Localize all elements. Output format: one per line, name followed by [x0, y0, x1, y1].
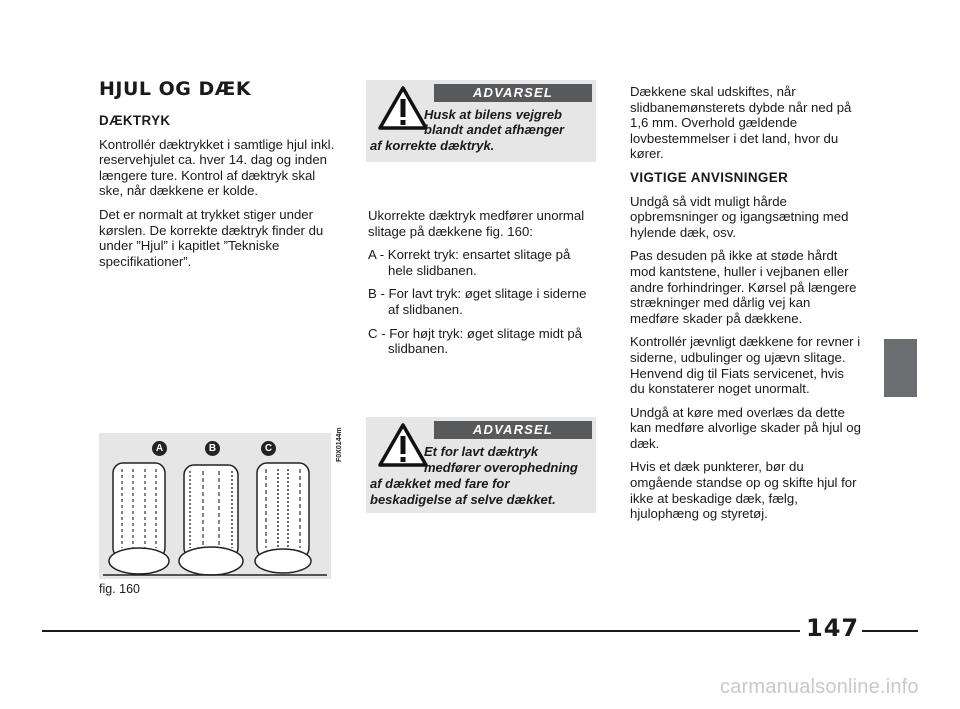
paragraph: Dækkene skal udskiftes, når slidbanemønsterets dybde når ned på 1,6 mm. Overhold gældende lovbestemmelser i det land, hvor du kører.: [630, 84, 852, 162]
footer-rule: [862, 630, 918, 632]
paragraph: Pas desuden på ikke at støde hårdt mod kantstene, huller i vejbanen eller andre forhindringer. Kørsel på længere strækninger med dårlig vej kan medføre skader på dækkene.: [630, 248, 857, 326]
paragraph: Det er normalt at trykket stiger under kørslen. De korrekte dæktryk finder du under ”Hjul” i kapitlet ”Tekniske specifikationer”.: [99, 206, 324, 269]
warning-text-line: beskadigelse af selve dækket.: [370, 492, 556, 507]
watermark: carmanualsonline.info: [720, 676, 919, 698]
page-title: HJUL OG DÆK: [99, 78, 252, 100]
footer-rule: [42, 630, 800, 632]
warning-triangle-icon: [378, 423, 428, 467]
warning-text-line: af korrekte dæktryk.: [370, 138, 495, 153]
figure-caption: fig. 160: [99, 582, 141, 596]
warning-title: ADVARSEL: [434, 84, 592, 102]
subheading-tire-pressure: DÆKTRYK: [99, 113, 171, 128]
list-item: C - For højt tryk: øget slitage midt på slidbanen.: [368, 325, 582, 357]
warning-box-2: [366, 417, 596, 513]
paragraph: Kontrollér dæktrykket i samtlige hjul inkl. reservehjulet ca. hver 14. dag og inden længere ture. Kontrol af dæktryk skal ske, når dækkene er kolde.: [99, 136, 335, 199]
page-number: 147: [806, 614, 860, 642]
paragraph: Ukorrekte dæktryk medfører unormal slitage på dækkene fig. 160:: [368, 208, 585, 239]
tire-a: [109, 463, 169, 574]
warning-box-1: [366, 80, 596, 162]
warning-text-line: Husk at bilens vejgreb: [424, 107, 562, 122]
list-item: A - Korrekt tryk: ensartet slitage på hele slidbanen.: [368, 247, 571, 278]
paragraph: Undgå at køre med overlæs da dette kan medføre alvorlige skader på hjul og dæk.: [630, 404, 861, 451]
figure-code: F0X0144m: [336, 427, 343, 462]
warning-text-line: af dækket med fare for: [370, 476, 510, 491]
warning-text-line: medfører overophedning: [424, 460, 578, 475]
marker-c: C: [261, 441, 276, 456]
subheading-important-notes: VIGTIGE ANVISNINGER: [630, 169, 789, 185]
warning-text-line: Et for lavt dæktryk: [424, 444, 539, 459]
column-1: [99, 113, 339, 277]
figure-160: [99, 433, 331, 579]
marker-b: B: [205, 441, 220, 456]
warning-text-line: blandt andet afhænger: [424, 122, 565, 137]
paragraph: Kontrollér jævnligt dækkene for revner i siderne, udbulinger og ujævn slitage. Henvend dig til Fiats servicenet, hvis du konstaterer noget unormalt.: [630, 334, 861, 397]
paragraph: Hvis et dæk punkterer, bør du omgående standse op og skifte hjul for ikke at beskadige dæk, fælg, hjulophæng og styretøj.: [630, 459, 857, 522]
column-2: [368, 208, 598, 365]
column-3: [630, 84, 862, 530]
paragraph: Undgå så vidt muligt hårde opbremsninger og igangsætning med hylende dæk, osv.: [630, 193, 849, 240]
warning-title: ADVARSEL: [434, 421, 592, 439]
warning-triangle-icon: [378, 86, 428, 130]
tire-b: [179, 465, 243, 575]
marker-a: A: [152, 441, 167, 456]
list-item: B - For lavt tryk: øget slitage i siderne af slidbanen.: [368, 286, 587, 317]
section-tab: [884, 339, 917, 397]
tire-c: [255, 463, 311, 573]
